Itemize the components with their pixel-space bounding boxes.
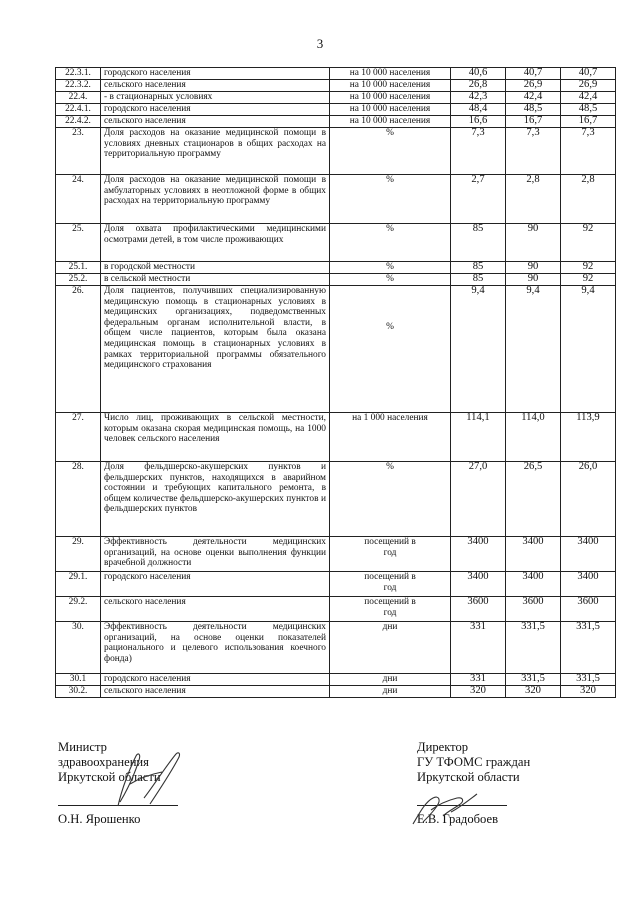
row-value-1: 2,7 <box>451 175 506 224</box>
row-value-1: 320 <box>451 686 506 698</box>
page-number: 3 <box>316 36 324 51</box>
row-value-2: 48,5 <box>506 104 561 116</box>
table-row <box>56 537 616 572</box>
row-unit: на 10 000 населения <box>330 92 451 104</box>
row-name: сельского населения <box>101 686 330 698</box>
row-value-3: 7,3 <box>561 128 616 175</box>
row-unit: на 10 000 населения <box>330 68 451 80</box>
row-value-1: 114,1 <box>451 413 506 462</box>
row-name: Число лиц, проживающих в сельской местности, которым оказана скорая медицинская помощь, на 1000 человек сельского населения <box>101 413 330 462</box>
row-value-2: 90 <box>506 262 561 274</box>
row-value-2: 16,7 <box>506 116 561 128</box>
row-value-1: 40,6 <box>451 68 506 80</box>
table-row <box>56 274 616 286</box>
row-unit: % <box>330 274 451 286</box>
signatory-right-line-3: Иркутской области <box>417 770 520 784</box>
row-name: Доля охвата профилактическими медицинскими осмотрами детей, в том числе проживающих <box>101 224 330 262</box>
row-name: - в стационарных условиях <box>101 92 330 104</box>
row-value-3: 48,5 <box>561 104 616 116</box>
row-number: 25.1. <box>56 262 101 274</box>
row-unit: на 10 000 населения <box>330 116 451 128</box>
row-value-1: 331 <box>451 674 506 686</box>
row-value-2: 114,0 <box>506 413 561 462</box>
row-unit: дни <box>330 622 451 674</box>
row-number: 29. <box>56 537 101 572</box>
row-value-3: 40,7 <box>561 68 616 80</box>
row-unit: на 1 000 населения <box>330 413 451 462</box>
row-value-1: 26,8 <box>451 80 506 92</box>
signatory-right-name: Е.В. Градобоев <box>417 812 499 826</box>
row-value-2: 26,5 <box>506 462 561 537</box>
row-number: 26. <box>56 286 101 413</box>
table-row <box>56 128 616 175</box>
row-number: 29.1. <box>56 572 101 597</box>
handwritten-signature-left <box>100 748 190 810</box>
table-row <box>56 413 616 462</box>
row-value-1: 7,3 <box>451 128 506 175</box>
row-value-3: 9,4 <box>561 286 616 413</box>
row-name: городского населения <box>101 674 330 686</box>
row-value-3: 26,0 <box>561 462 616 537</box>
signatory-left-line-3: Иркутской области <box>58 770 161 784</box>
row-value-3: 2,8 <box>561 175 616 224</box>
table-row <box>56 92 616 104</box>
table-row <box>56 622 616 674</box>
row-value-3: 16,7 <box>561 116 616 128</box>
row-name: сельского населения <box>101 597 330 622</box>
row-value-3: 3400 <box>561 572 616 597</box>
row-name: городского населения <box>101 104 330 116</box>
signatory-left-line-2: здравоохранения <box>58 755 149 769</box>
row-value-2: 90 <box>506 274 561 286</box>
row-name: Доля расходов на оказание медицинской помощи в амбулаторных условиях в неотложной форме в общих расходах на территориальную программу <box>101 175 330 224</box>
row-number: 22.3.1. <box>56 68 101 80</box>
row-number: 25. <box>56 224 101 262</box>
row-value-2: 26,9 <box>506 80 561 92</box>
row-value-2: 3400 <box>506 537 561 572</box>
row-value-2: 90 <box>506 224 561 262</box>
row-number: 30.1 <box>56 674 101 686</box>
row-unit: % <box>330 175 451 224</box>
signatory-right-title <box>417 740 530 785</box>
row-value-3: 331,5 <box>561 622 616 674</box>
row-value-2: 331,5 <box>506 674 561 686</box>
table-row <box>56 175 616 224</box>
row-number: 22.3.2. <box>56 80 101 92</box>
row-value-3: 92 <box>561 274 616 286</box>
row-unit: % <box>330 462 451 537</box>
row-value-2: 331,5 <box>506 622 561 674</box>
row-value-3: 3400 <box>561 537 616 572</box>
row-name: сельского населения <box>101 80 330 92</box>
table-row <box>56 104 616 116</box>
row-unit: % <box>330 262 451 274</box>
handwritten-signature-right <box>405 788 485 832</box>
row-value-3: 92 <box>561 262 616 274</box>
table-row <box>56 224 616 262</box>
table-row <box>56 597 616 622</box>
row-number: 29.2. <box>56 597 101 622</box>
row-value-1: 3600 <box>451 597 506 622</box>
row-number: 22.4. <box>56 92 101 104</box>
row-value-3: 26,9 <box>561 80 616 92</box>
row-value-2: 2,8 <box>506 175 561 224</box>
row-value-3: 320 <box>561 686 616 698</box>
table-row <box>56 116 616 128</box>
row-value-1: 85 <box>451 274 506 286</box>
row-number: 30.2. <box>56 686 101 698</box>
row-number: 22.4.1. <box>56 104 101 116</box>
row-value-1: 27,0 <box>451 462 506 537</box>
row-value-3: 331,5 <box>561 674 616 686</box>
row-value-1: 3400 <box>451 572 506 597</box>
row-value-1: 85 <box>451 224 506 262</box>
row-value-3: 113,9 <box>561 413 616 462</box>
row-name: в городской местности <box>101 262 330 274</box>
row-number: 30. <box>56 622 101 674</box>
row-value-2: 9,4 <box>506 286 561 413</box>
row-value-1: 3400 <box>451 537 506 572</box>
table-row <box>56 572 616 597</box>
row-name: Эффективность деятельности медицинских организаций, на основе оценки выполнения функции врачебной должности <box>101 537 330 572</box>
row-unit: % <box>330 224 451 262</box>
row-value-1: 331 <box>451 622 506 674</box>
row-value-2: 7,3 <box>506 128 561 175</box>
table-row <box>56 462 616 537</box>
row-number: 23. <box>56 128 101 175</box>
row-name: Эффективность деятельности медицинских организаций, на основе оценки показателей рационального и целевого использования коечного фонда) <box>101 622 330 674</box>
signatory-right-line-2: ГУ ТФОМС граждан <box>417 755 531 769</box>
row-value-1: 48,4 <box>451 104 506 116</box>
row-value-1: 85 <box>451 262 506 274</box>
signatory-left-line-1: Министр <box>58 740 107 754</box>
row-value-3: 3600 <box>561 597 616 622</box>
row-value-2: 40,7 <box>506 68 561 80</box>
table-row <box>56 80 616 92</box>
row-number: 27. <box>56 413 101 462</box>
row-number: 24. <box>56 175 101 224</box>
row-name: сельского населения <box>101 116 330 128</box>
row-name: городского населения <box>101 68 330 80</box>
row-name: Доля расходов на оказание медицинской помощи в условиях дневных стационаров в общих расходах на территориальную программу <box>101 128 330 175</box>
signatory-left-name: О.Н. Ярошенко <box>58 812 141 826</box>
row-value-2: 3400 <box>506 572 561 597</box>
table-row <box>56 286 616 413</box>
row-name: Доля пациентов, получивших специализированную медицинскую помощь в стационарных условиях в медицинских организациях, подведомственных федеральным органам исполнительной власти, в общем числе пациентов, которым была оказана медицинская помощь в стационарных условиях в рамках территориальной программы обязательного медицинского страхования <box>101 286 330 413</box>
row-value-1: 42,3 <box>451 92 506 104</box>
row-unit: на 10 000 населения <box>330 104 451 116</box>
row-value-1: 16,6 <box>451 116 506 128</box>
row-value-3: 42,4 <box>561 92 616 104</box>
row-unit: посещений в год <box>330 597 451 622</box>
row-unit: на 10 000 населения <box>330 80 451 92</box>
row-value-2: 42,4 <box>506 92 561 104</box>
row-number: 28. <box>56 462 101 537</box>
row-value-2: 320 <box>506 686 561 698</box>
indicators-table <box>55 67 616 698</box>
row-number: 22.4.2. <box>56 116 101 128</box>
table-row <box>56 68 616 80</box>
row-unit: посещений в год <box>330 572 451 597</box>
row-name: Доля фельдшерско-акушерских пунктов и фельдшерских пунктов, находящихся в аварийном состоянии и требующих капитального ремонта, в общем количестве фельдшерско-акушерских пунктов и фельдшерских пунктов <box>101 462 330 537</box>
row-unit: дни <box>330 686 451 698</box>
row-value-3: 92 <box>561 224 616 262</box>
row-name: в сельской местности <box>101 274 330 286</box>
row-value-2: 3600 <box>506 597 561 622</box>
row-unit: % <box>330 128 451 175</box>
row-number: 25.2. <box>56 274 101 286</box>
row-unit: посещений в год <box>330 537 451 572</box>
row-unit: дни <box>330 674 451 686</box>
table-row <box>56 686 616 698</box>
row-value-1: 9,4 <box>451 286 506 413</box>
signatory-right-line-1: Директор <box>417 740 469 754</box>
row-unit: % <box>330 286 451 413</box>
row-name: городского населения <box>101 572 330 597</box>
table-row <box>56 262 616 274</box>
table-row <box>56 674 616 686</box>
